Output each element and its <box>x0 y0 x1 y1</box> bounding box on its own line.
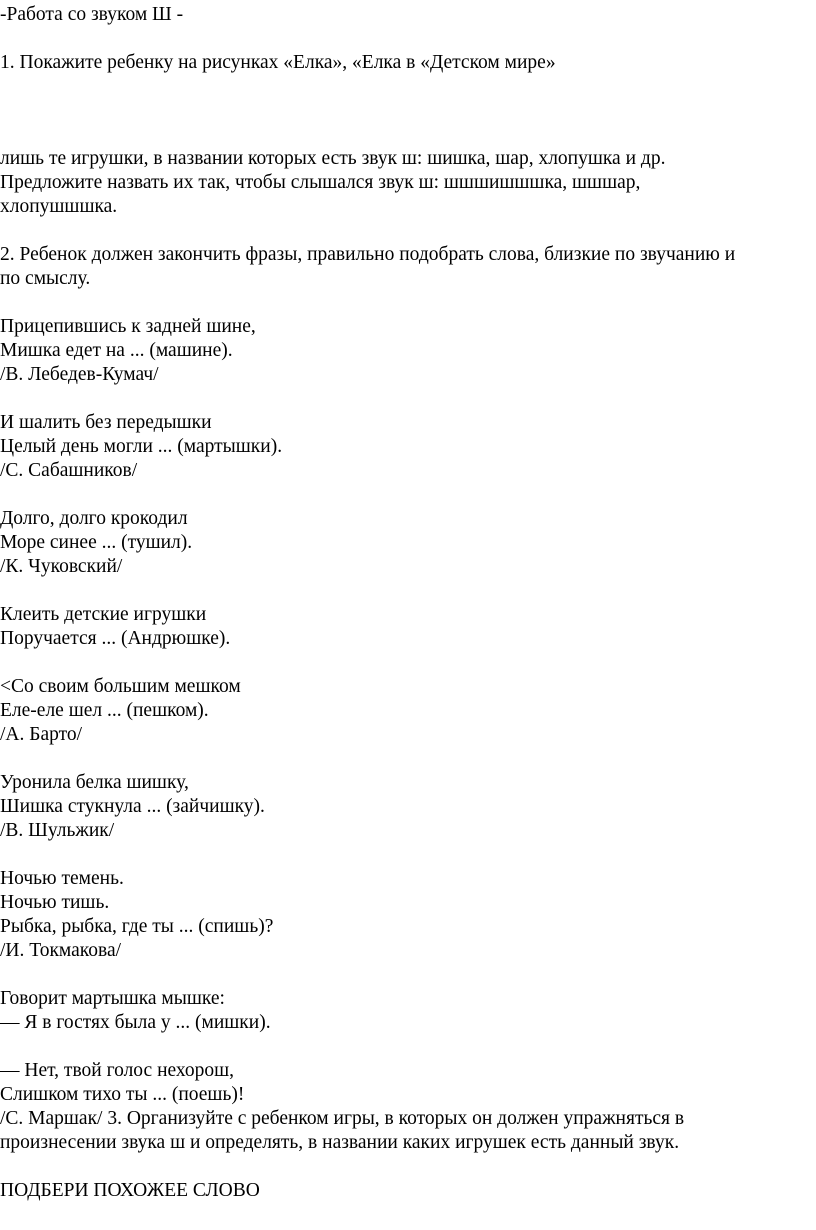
poem-line: Уронила белка шишку, <box>0 772 189 793</box>
document-body <box>0 3 810 1203</box>
poem-line: Еле-еле шел ... (пешком). <box>0 700 209 721</box>
poem-author: /В. Шульжик/ <box>0 820 115 841</box>
task1-line: Предложите назвать их так, чтобы слышался звук ш: шшшишшшка, шшшар, <box>0 172 641 193</box>
poem-line: Рыбка, рыбка, где ты ... (спишь)? <box>0 916 274 937</box>
task1-line: лишь те игрушки, в названии которых есть звук ш: шишка, шар, хлопушка и др. <box>0 148 666 169</box>
poem-author: /С. Сабашников/ <box>0 460 138 481</box>
game-title: ПОДБЕРИ ПОХОЖЕЕ СЛОВО <box>0 1180 260 1201</box>
poem-author: /К. Чуковский/ <box>0 556 123 577</box>
poem-line: Поручается ... (Андрюшке). <box>0 628 231 649</box>
poem-line: Целый день могли ... (мартышки). <box>0 436 283 457</box>
task1-line: хлопушшшка. <box>0 196 118 217</box>
poem-line: Говорит мартышка мышке: <box>0 988 225 1009</box>
task3-line: произнесении звука ш и определять, в названии каких игрушек есть данный звук. <box>0 1132 680 1153</box>
poem-line: Шишка стукнула ... (зайчишку). <box>0 796 265 817</box>
task1-line: 1. Покажите ребенку на рисунках «Елка», «Елка в «Детском мире» <box>0 52 556 73</box>
poem-line: Долго, долго крокодил <box>0 508 188 529</box>
task2-line: по смыслу. <box>0 268 91 289</box>
poem-line: Клеить детские игрушки <box>0 604 207 625</box>
poem-line: Слишком тихо ты ... (поешь)! <box>0 1084 245 1105</box>
poem-line: Ночью тишь. <box>0 892 110 913</box>
poem-line: Ночью темень. <box>0 868 124 889</box>
poem-line: И шалить без передышки <box>0 412 212 433</box>
poem-line: Мишка едет на ... (машине). <box>0 340 233 361</box>
poem-author: /И. Токмакова/ <box>0 940 122 961</box>
poem-line: Море синее ... (тушил). <box>0 532 193 553</box>
poem-line: — Нет, твой голос нехорош, <box>0 1060 235 1081</box>
task3-line: /С. Маршак/ 3. Организуйте с ребенком игры, в которых он должен упражняться в <box>0 1108 685 1129</box>
poem-line: <Со своим большим мешком <box>0 676 241 697</box>
poem-line: — Я в гостях была у ... (мишки). <box>0 1012 271 1033</box>
poem-author: /В. Лебедев-Кумач/ <box>0 364 159 385</box>
document-heading: -Работа со звуком Ш - <box>0 4 184 25</box>
poem-author: /А. Барто/ <box>0 724 83 745</box>
poem-line: Прицепившись к задней шине, <box>0 316 256 337</box>
task2-line: 2. Ребенок должен закончить фразы, правильно подобрать слова, близкие по звучанию и <box>0 244 736 265</box>
